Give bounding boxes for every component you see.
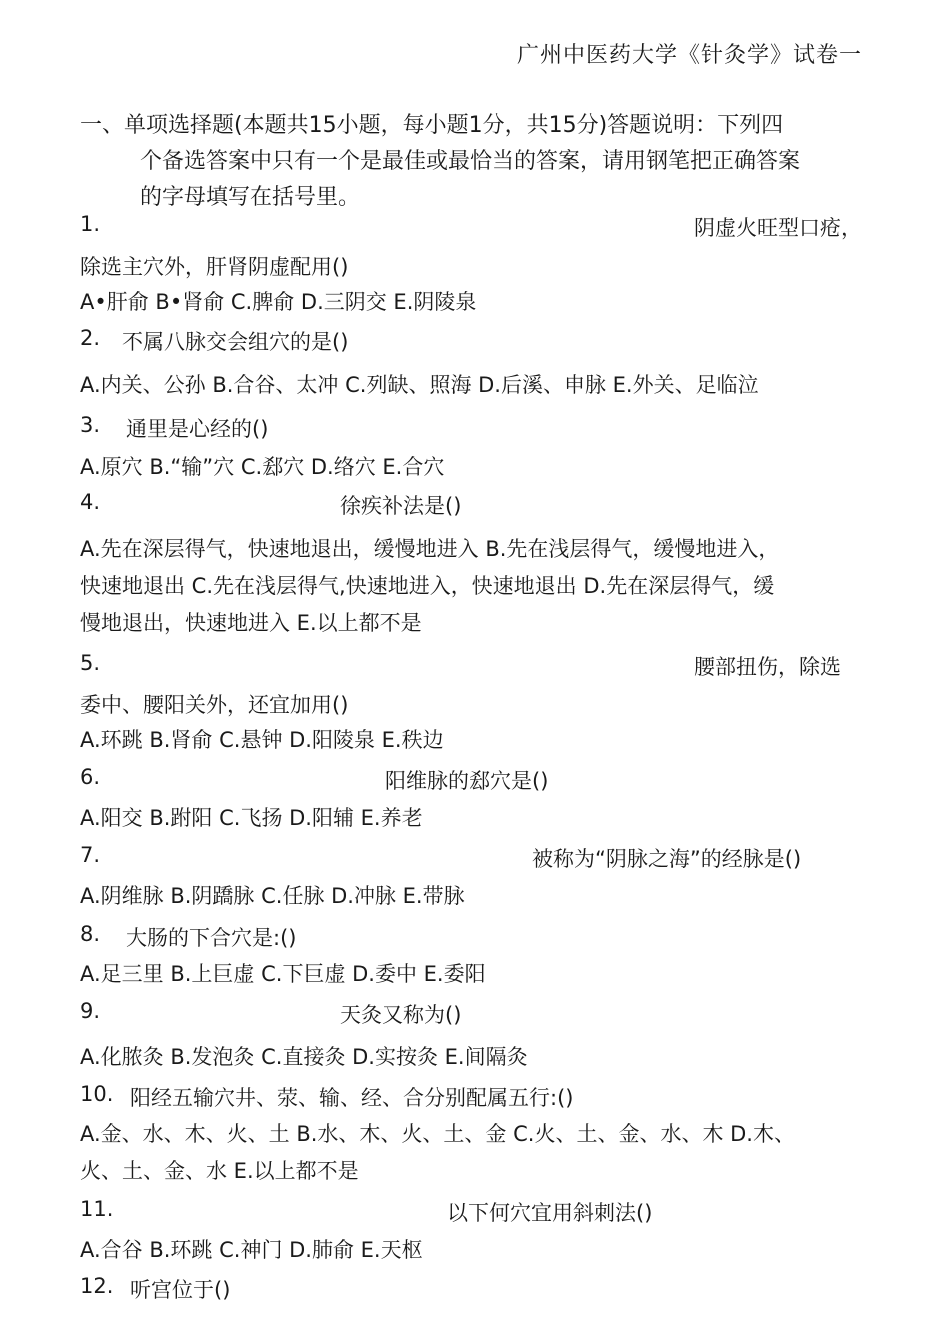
option-line: A.阴维脉 B.阴蹻脉 C.任脉 D.冲脉 E.带脉 bbox=[80, 884, 465, 908]
question-4-options bbox=[80, 531, 870, 642]
question-9 bbox=[80, 999, 870, 1029]
question-10-options bbox=[80, 1116, 870, 1190]
question-number: 6. bbox=[80, 765, 101, 789]
question-number: 11. bbox=[80, 1197, 114, 1221]
section-instructions bbox=[80, 108, 870, 216]
question-stem: 不属八脉交会组穴的是() bbox=[122, 330, 349, 354]
question-number: 5. bbox=[80, 651, 101, 675]
question-stem: 听宫位于() bbox=[130, 1278, 231, 1302]
option-line: A.原穴 B.“输”穴 C.郄穴 D.络穴 E.合穴 bbox=[80, 455, 445, 479]
instruction-line-2: 个备选答案中只有一个是最佳或最恰当的答案，请用钢笔把正确答案 bbox=[140, 149, 801, 174]
question-number: 10. bbox=[80, 1082, 114, 1106]
question-11-options bbox=[80, 1232, 870, 1269]
question-5-options bbox=[80, 722, 870, 759]
question-4 bbox=[80, 490, 870, 520]
question-10 bbox=[80, 1082, 870, 1112]
question-7-options bbox=[80, 878, 870, 915]
option-line: A.金、水、木、火、土 B.水、木、火、土、金 C.火、土、金、水、木 D.木、 bbox=[80, 1122, 795, 1146]
question-6-options bbox=[80, 800, 870, 837]
question-stem: 天灸又称为() bbox=[340, 1003, 462, 1027]
question-stem: 大肠的下合穴是:() bbox=[126, 926, 297, 950]
option-line: A.合谷 B.环跳 C.神门 D.肺俞 E.天枢 bbox=[80, 1238, 423, 1262]
question-8 bbox=[80, 922, 870, 952]
question-12 bbox=[80, 1274, 870, 1304]
question-number: 7. bbox=[80, 843, 101, 867]
question-number: 9. bbox=[80, 999, 101, 1023]
question-stem: 以下何穴宜用斜刺法() bbox=[447, 1201, 653, 1225]
option-line: A.先在深层得气，快速地退出，缓慢地进入 B.先在浅层得气，缓慢地进入， bbox=[80, 537, 780, 561]
option-line: A•肝俞 B•肾俞 C.脾俞 D.三阴交 E.阴陵泉 bbox=[80, 290, 477, 314]
question-number: 2. bbox=[80, 326, 101, 350]
option-line: A.化脓灸 B.发泡灸 C.直接灸 D.实按灸 E.间隔灸 bbox=[80, 1045, 528, 1069]
question-5-stem-cont: 委中、腰阳关外，还宜加用() bbox=[80, 693, 349, 717]
question-3 bbox=[80, 413, 870, 443]
question-8-options bbox=[80, 956, 870, 993]
option-line: 慢地退出，快速地进入 E.以上都不是 bbox=[80, 611, 422, 635]
option-line: A.阳交 B.跗阳 C.飞扬 D.阳辅 E.养老 bbox=[80, 806, 423, 830]
option-line: 火、土、金、水 E.以上都不是 bbox=[80, 1159, 359, 1183]
exam-header: 广州中医药大学《针灸学》试卷一 bbox=[516, 43, 862, 68]
question-6 bbox=[80, 765, 870, 795]
question-9-options bbox=[80, 1039, 870, 1076]
question-stem: 阴虚火旺型口疮， bbox=[694, 216, 862, 240]
question-stem: 徐疾补法是() bbox=[340, 494, 462, 518]
question-5 bbox=[80, 651, 870, 681]
question-number: 4. bbox=[80, 490, 101, 514]
question-stem: 腰部扭伤，除选 bbox=[694, 655, 841, 679]
question-stem: 被称为“阴脉之海”的经脉是() bbox=[532, 847, 802, 871]
question-stem: 阳维脉的郄穴是() bbox=[385, 769, 549, 793]
option-line: A.足三里 B.上巨虚 C.下巨虚 D.委中 E.委阳 bbox=[80, 962, 486, 986]
question-stem: 通里是心经的() bbox=[126, 417, 269, 441]
question-7 bbox=[80, 843, 870, 873]
question-3-options bbox=[80, 449, 870, 486]
option-line: A.内关、公孙 B.合谷、太冲 C.列缺、照海 D.后溪、申脉 E.外关、足临泣 bbox=[80, 373, 759, 397]
question-number: 8. bbox=[80, 922, 101, 946]
question-number: 12. bbox=[80, 1274, 114, 1298]
option-line: 快速地退出 C.先在浅层得气,快速地进入，快速地退出 D.先在深层得气，缓 bbox=[80, 574, 775, 598]
question-1-options bbox=[80, 284, 870, 321]
question-number: 3. bbox=[80, 413, 101, 437]
instruction-line-1: 一、单项选择题(本题共15小题，每小题1分，共15分)答题说明：下列四 bbox=[80, 113, 784, 138]
option-line: A.环跳 B.肾俞 C.悬钟 D.阳陵泉 E.秩边 bbox=[80, 728, 444, 752]
question-11 bbox=[80, 1197, 870, 1227]
question-1-stem-cont: 除选主穴外，肝肾阴虚配用() bbox=[80, 255, 349, 279]
question-1 bbox=[80, 212, 870, 242]
instruction-line-3: 的字母填写在括号里。 bbox=[140, 185, 361, 210]
question-number: 1. bbox=[80, 212, 101, 236]
question-stem: 阳经五输穴井、荥、输、经、合分别配属五行:() bbox=[130, 1086, 574, 1110]
question-2 bbox=[80, 326, 870, 356]
question-2-options bbox=[80, 367, 870, 404]
